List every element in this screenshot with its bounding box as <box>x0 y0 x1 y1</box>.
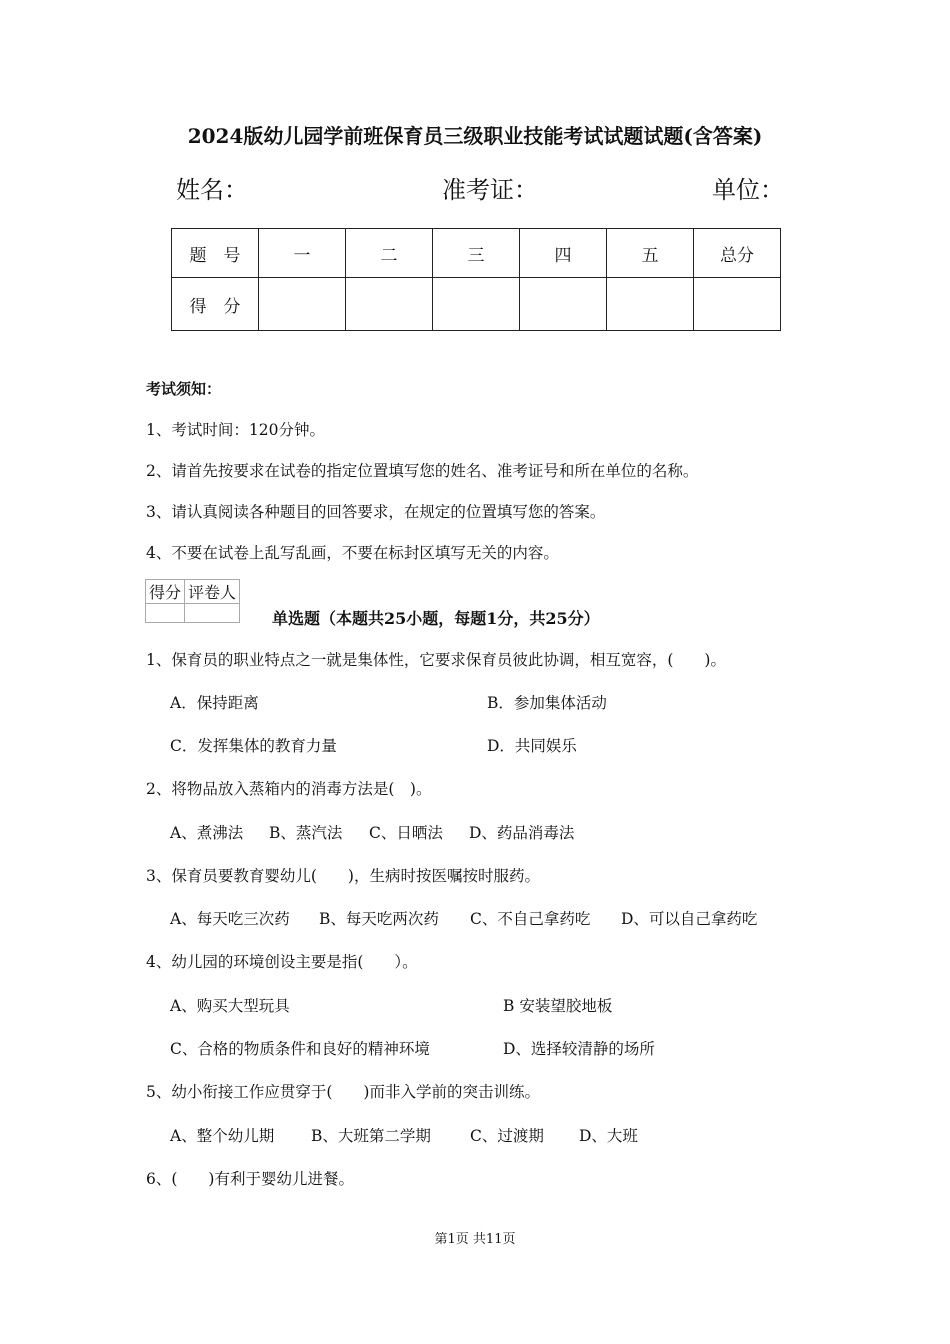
option-d: D、选择较清静的场所 <box>503 1040 655 1058</box>
grader-score-label: 得分 <box>146 580 185 604</box>
notice-item: 4、不要在试卷上乱写乱画，不要在标封区填写无关的内容。 <box>146 544 559 562</box>
name-field-label: 姓名： <box>176 176 248 204</box>
section-title: 单选题（本题共25小题，每题1分，共25分） <box>272 609 600 628</box>
option-b: B．参加集体活动 <box>487 694 607 712</box>
page-title: 2024版幼儿园学前班保育员三级职业技能考试试题试题(含答案) <box>187 124 763 148</box>
option-c: C．发挥集体的教育力量 <box>170 737 337 755</box>
score-cell <box>433 278 520 331</box>
score-table-header-cell: 五 <box>607 229 694 278</box>
grader-score-cell <box>146 604 185 623</box>
option-c: C、不自己拿药吃 <box>470 910 591 928</box>
score-table-header-cell: 三 <box>433 229 520 278</box>
score-table-header-row <box>172 229 781 278</box>
option-d: D、可以自己拿药吃 <box>621 910 758 928</box>
grader-name-label: 评卷人 <box>185 580 240 604</box>
grader-name-cell <box>185 604 240 623</box>
unit-field-label: 单位： <box>712 176 784 204</box>
option-a: A、煮沸法 <box>170 824 244 842</box>
option-c: C、过渡期 <box>470 1127 544 1145</box>
notice-item: 1、考试时间：120分钟。 <box>146 421 325 439</box>
option-b: B、大班第二学期 <box>311 1127 431 1145</box>
score-cell <box>520 278 607 331</box>
option-a: A．保持距离 <box>170 694 259 712</box>
notice-item: 2、请首先按要求在试卷的指定位置填写您的姓名、准考证号和所在单位的名称。 <box>146 462 699 480</box>
exam-id-field-label: 准考证： <box>442 176 538 204</box>
score-table-score-row <box>172 278 781 331</box>
score-table-header-cell: 二 <box>346 229 433 278</box>
option-a: A、整个幼儿期 <box>170 1127 275 1145</box>
score-cell <box>694 278 781 331</box>
option-d: D、药品消毒法 <box>469 824 575 842</box>
page-footer: 第1页 共11页 <box>434 1232 516 1247</box>
option-a: A、每天吃三次药 <box>170 910 290 928</box>
question-stem: 2、将物品放入蒸箱内的消毒方法是( )。 <box>146 780 432 798</box>
option-a: A、购买大型玩具 <box>170 997 290 1015</box>
score-table-header-cell: 总分 <box>694 229 781 278</box>
score-table-header-cell: 题 号 <box>172 229 259 278</box>
score-table-header-cell: 一 <box>259 229 346 278</box>
question-stem: 5、幼小衔接工作应贯穿于( )而非入学前的突击训练。 <box>146 1083 540 1101</box>
option-b: B、蒸汽法 <box>269 824 343 842</box>
notice-item: 3、请认真阅读各种题目的回答要求，在规定的位置填写您的答案。 <box>146 503 606 521</box>
question-stem: 4、幼儿园的环境创设主要是指( ）。 <box>146 953 418 971</box>
score-cell <box>259 278 346 331</box>
score-table-header-cell: 四 <box>520 229 607 278</box>
score-row-label: 得 分 <box>172 278 259 331</box>
score-cell <box>607 278 694 331</box>
score-table <box>171 228 781 331</box>
question-stem: 1、保育员的职业特点之一就是集体性，它要求保育员彼此协调，相互宽容，( )。 <box>146 651 726 669</box>
option-c: C、日晒法 <box>369 824 443 842</box>
score-cell <box>346 278 433 331</box>
option-b: B、每天吃两次药 <box>319 910 439 928</box>
question-stem: 6、( )有利于婴幼儿进餐。 <box>146 1170 354 1188</box>
grader-table <box>145 579 240 623</box>
notice-heading: 考试须知： <box>146 380 222 398</box>
option-b: B 安装望胶地板 <box>503 997 613 1015</box>
option-d: D．共同娱乐 <box>487 737 577 755</box>
question-stem: 3、保育员要教育婴幼儿( )，生病时按医嘱按时服药。 <box>146 867 540 885</box>
option-d: D、大班 <box>579 1127 638 1145</box>
option-c: C、合格的物质条件和良好的精神环境 <box>170 1040 430 1058</box>
